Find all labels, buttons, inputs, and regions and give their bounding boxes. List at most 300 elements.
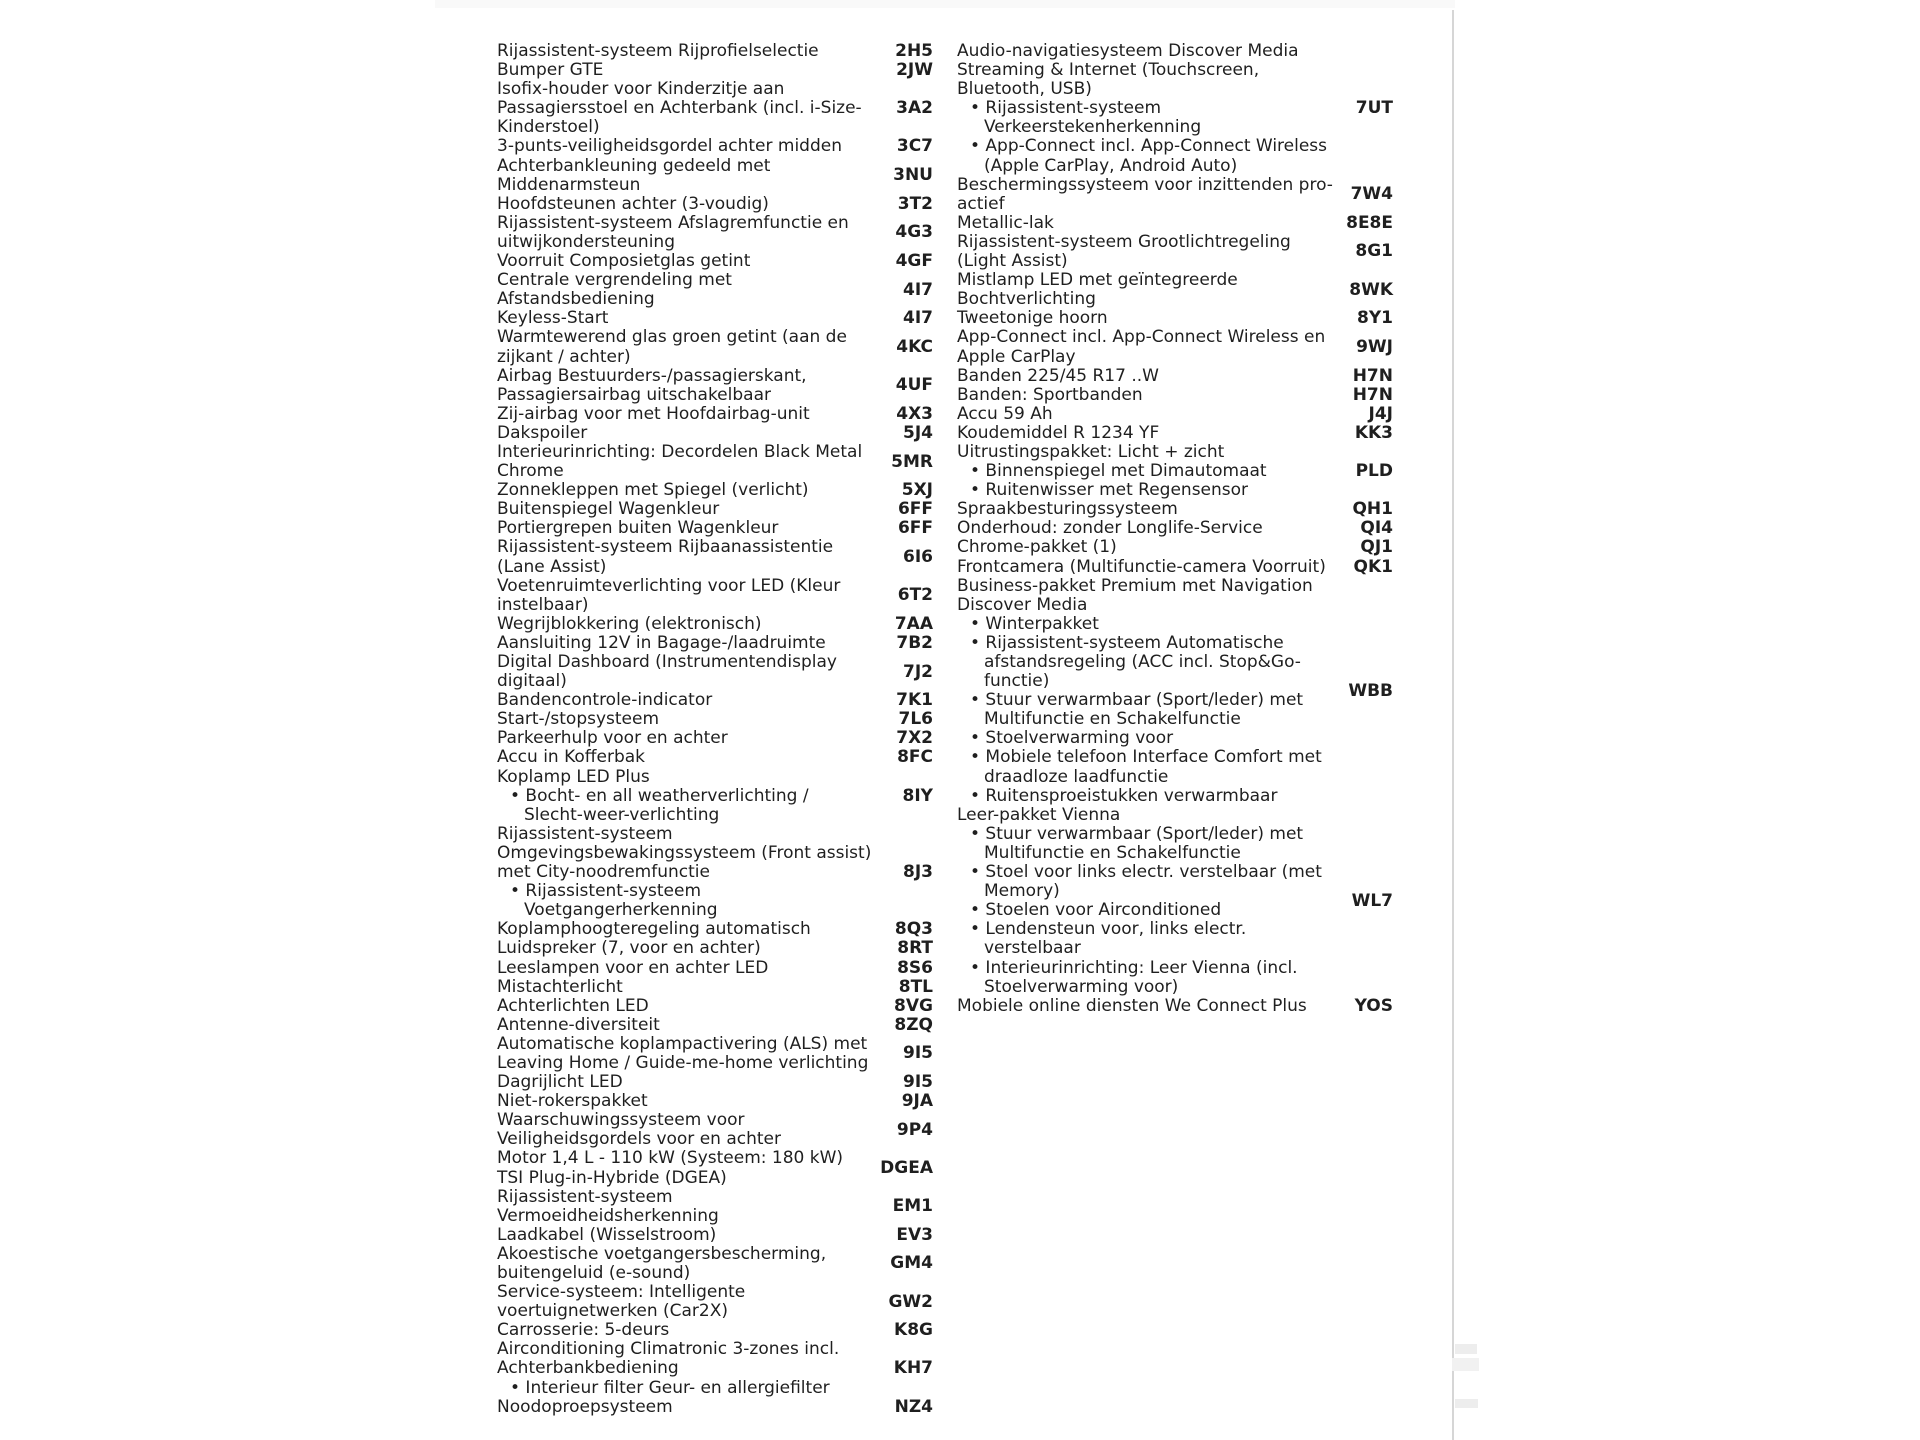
equipment-description — [497, 1188, 869, 1226]
equipment-description — [957, 174, 1333, 214]
equipment-description — [497, 500, 869, 519]
equipment-description-line: Voorruit Composietglas getint — [497, 251, 751, 272]
equipment-code: EV3 — [896, 1224, 933, 1245]
equipment-description-line: Automatische koplampactivering (ALS) met — [497, 1033, 868, 1054]
equipment-description-line: Rijassistent-systeem Grootlichtregeling — [957, 231, 1291, 252]
equipment-entry — [497, 424, 933, 443]
equipment-description-line: Niet-rokerspakket — [497, 1091, 648, 1112]
equipment-description-line: • Ruitensproeistukken verwarmbaar — [970, 785, 1278, 806]
equipment-description-line: Interieurinrichting: Decordelen Black Metal — [497, 441, 863, 462]
equipment-entry — [497, 768, 933, 825]
equipment-entry — [497, 61, 933, 80]
equipment-description-line: Antenne-diversiteit — [497, 1014, 660, 1035]
equipment-entry — [497, 157, 933, 195]
equipment-description-line: Buitenspiegel Wagenkleur — [497, 499, 720, 520]
equipment-description — [497, 61, 869, 80]
equipment-description-line: afstandsregeling (ACC incl. Stop&Go- — [984, 652, 1301, 672]
equipment-description-line: • Stoelverwarming voor — [970, 728, 1174, 749]
equipment-description-line: buitengeluid (e-sound) — [497, 1263, 691, 1283]
equipment-description-line: Kinderstoel) — [497, 117, 600, 138]
equipment-description — [497, 405, 869, 424]
equipment-code: 8Q3 — [894, 919, 933, 940]
equipment-description — [497, 214, 869, 252]
equipment-description-line: (Lane Assist) — [497, 556, 607, 577]
equipment-code: YOS — [1354, 995, 1393, 1016]
equipment-description-line: Wegrijblokkering (elektronisch) — [497, 613, 762, 634]
equipment-description — [497, 1283, 869, 1321]
equipment-entry — [497, 195, 933, 214]
equipment-description — [497, 519, 869, 538]
equipment-code: QJ1 — [1360, 537, 1393, 558]
equipment-description-line: Middenarmsteun — [497, 174, 641, 195]
equipment-description-line: Keyless-Start — [497, 308, 609, 329]
equipment-description-line: Banden 225/45 R17 ..W — [957, 365, 1159, 386]
equipment-description-line: Mobiele online diensten We Connect Plus — [957, 995, 1307, 1016]
equipment-description-line: Tweetonige hoorn — [957, 308, 1108, 329]
equipment-description — [497, 1245, 869, 1283]
equipment-code: 4G3 — [895, 222, 933, 243]
equipment-entry — [497, 959, 933, 978]
equipment-code: 7UT — [1355, 98, 1393, 119]
equipment-description-line: actief — [957, 193, 1005, 214]
equipment-description — [497, 768, 869, 825]
equipment-description — [497, 997, 869, 1016]
equipment-description-line: Verkeerstekenherkenning — [984, 117, 1202, 138]
equipment-code: KH7 — [893, 1358, 933, 1379]
equipment-column-right — [957, 42, 1393, 1016]
equipment-description-line: • App-Connect incl. App-Connect Wireless — [970, 136, 1328, 157]
equipment-code: QH1 — [1352, 499, 1393, 520]
equipment-description — [497, 1035, 869, 1073]
equipment-description-line: Koplamp LED Plus — [497, 766, 650, 787]
equipment-code: 8ZQ — [894, 1014, 933, 1035]
equipment-code: 8E8E — [1346, 212, 1393, 233]
equipment-code: EM1 — [892, 1196, 933, 1217]
equipment-entry — [957, 176, 1393, 214]
equipment-description-line: • Interieur filter Geur- en allergiefilter — [510, 1377, 830, 1398]
equipment-description — [497, 691, 869, 710]
equipment-description — [957, 806, 1329, 997]
equipment-description-line: • Stuur verwarmbaar (Sport/leder) met — [970, 823, 1304, 844]
equipment-description — [957, 538, 1329, 557]
equipment-description-line: Metallic-lak — [957, 212, 1054, 233]
equipment-entry — [497, 1340, 933, 1397]
equipment-description-line: • Stuur verwarmbaar (Sport/leder) met — [970, 690, 1304, 711]
equipment-entry — [497, 538, 933, 576]
equipment-description — [497, 1226, 869, 1245]
equipment-description-line: Bumper GTE — [497, 60, 604, 81]
equipment-entry — [497, 920, 933, 939]
equipment-description-line: Carrosserie: 5-deurs — [497, 1320, 670, 1341]
equipment-code: 6T2 — [897, 585, 933, 606]
equipment-code: 8VG — [894, 995, 933, 1016]
equipment-entry — [957, 367, 1393, 386]
equipment-description-line: Achterlichten LED — [497, 995, 649, 1016]
equipment-code: WBB — [1348, 680, 1393, 701]
equipment-description — [497, 634, 869, 653]
equipment-description — [497, 252, 869, 271]
equipment-description-line: Rijassistent-systeem — [497, 823, 673, 844]
equipment-entry — [957, 214, 1393, 233]
equipment-description-line: zijkant / achter) — [497, 346, 631, 367]
scan-artifact — [1452, 1358, 1479, 1371]
equipment-description-line: Airconditioning Climatronic 3-zones incl. — [497, 1339, 840, 1360]
equipment-description-line: • Winterpakket — [970, 613, 1099, 634]
equipment-code: 5MR — [891, 451, 933, 472]
equipment-description — [957, 328, 1329, 366]
equipment-code: 4GF — [895, 251, 933, 272]
equipment-entry — [497, 1035, 933, 1073]
equipment-description-line: Achterbankbediening — [497, 1358, 679, 1379]
equipment-description-line: Multifunctie en Schakelfunctie — [984, 709, 1241, 730]
equipment-description — [497, 1016, 869, 1035]
equipment-description-line: App-Connect incl. App-Connect Wireless en — [957, 327, 1326, 348]
equipment-entry — [497, 748, 933, 767]
equipment-description-line: digitaal) — [497, 671, 567, 692]
equipment-description — [957, 42, 1329, 176]
equipment-description — [957, 443, 1329, 500]
equipment-entry — [497, 328, 933, 366]
equipment-description-line: draadloze laadfunctie — [984, 766, 1169, 787]
equipment-description-line: Digital Dashboard (Instrumentendisplay — [497, 652, 837, 672]
equipment-description-line: Rijassistent-systeem Rijprofielselectie — [497, 41, 819, 61]
equipment-description — [497, 939, 869, 958]
equipment-description-line: • Binnenspiegel met Dimautomaat — [970, 461, 1267, 482]
equipment-description-line: • Interieurinrichting: Leer Vienna (incl. — [970, 957, 1298, 978]
equipment-entry — [957, 309, 1393, 328]
equipment-entry — [497, 42, 933, 61]
equipment-description-line: voertuignetwerken (Car2X) — [497, 1301, 728, 1322]
equipment-code: QK1 — [1353, 556, 1393, 577]
equipment-entry — [957, 997, 1393, 1016]
equipment-entry — [957, 558, 1393, 577]
equipment-description — [497, 481, 869, 500]
equipment-code: 8RT — [897, 938, 933, 959]
equipment-code: PLD — [1355, 461, 1393, 482]
equipment-code: 9I5 — [903, 1043, 933, 1064]
equipment-entry — [497, 481, 933, 500]
equipment-code: 8G1 — [1355, 241, 1393, 262]
equipment-description-line: • Rijassistent-systeem — [510, 881, 702, 902]
equipment-description — [497, 823, 872, 921]
equipment-entry — [497, 252, 933, 271]
equipment-description — [957, 424, 1329, 443]
equipment-entry — [497, 1398, 933, 1417]
scan-artifact — [1455, 1399, 1478, 1408]
equipment-description — [497, 653, 869, 691]
equipment-description-line: Service-systeem: Intelligente — [497, 1282, 746, 1303]
equipment-entry — [497, 1283, 933, 1321]
equipment-entry — [497, 939, 933, 958]
equipment-entry — [957, 424, 1393, 443]
equipment-code: 9I5 — [903, 1072, 933, 1093]
equipment-description-line: Veiligheidsgordels voor en achter — [497, 1129, 781, 1150]
equipment-description-line: Leaving Home / Guide-me-home verlichting — [497, 1052, 869, 1073]
equipment-code: 8Y1 — [1357, 308, 1393, 329]
equipment-code: 3C7 — [896, 136, 933, 157]
equipment-entry — [497, 405, 933, 424]
equipment-code: 9WJ — [1356, 336, 1393, 357]
equipment-description-line: Stoelverwarming voor) — [984, 976, 1179, 997]
equipment-description-line: • Rijassistent-systeem Automatische — [970, 632, 1284, 653]
equipment-description — [957, 500, 1329, 519]
equipment-entry — [497, 729, 933, 748]
equipment-entry — [497, 1016, 933, 1035]
equipment-code: 8TL — [898, 976, 933, 997]
equipment-description-line: • Stoel voor links electr. verstelbaar (met — [970, 862, 1322, 883]
equipment-entry — [497, 1226, 933, 1245]
equipment-entry — [957, 271, 1393, 309]
equipment-description-line: Start-/stopsysteem — [497, 709, 660, 730]
equipment-entry — [957, 405, 1393, 424]
equipment-description-line: Chrome — [497, 461, 564, 482]
equipment-description — [497, 1340, 869, 1397]
equipment-description-line: • Rijassistent-systeem — [970, 98, 1162, 119]
equipment-entry — [497, 309, 933, 328]
equipment-code: 5XJ — [901, 480, 933, 501]
equipment-description — [497, 978, 869, 997]
equipment-description-line: Uitrustingspakket: Licht + zicht — [957, 441, 1225, 462]
equipment-description — [497, 710, 869, 729]
equipment-description — [497, 195, 869, 214]
equipment-entry — [497, 443, 933, 481]
equipment-description-line: Onderhoud: zonder Longlife-Service — [957, 518, 1263, 539]
equipment-description-line: Leer-pakket Vienna — [957, 804, 1121, 825]
equipment-description-line: Akoestische voetgangersbescherming, — [497, 1243, 827, 1264]
equipment-code: QI4 — [1360, 518, 1393, 539]
scan-artifact — [1455, 1344, 1477, 1354]
equipment-entry — [497, 978, 933, 997]
equipment-description-line: Multifunctie en Schakelfunctie — [984, 842, 1241, 863]
equipment-description-line: Hoofdsteunen achter (3-voudig) — [497, 193, 769, 214]
equipment-description-line: Passagiersstoel en Achterbank (incl. i-Size- — [497, 98, 862, 119]
equipment-code: H7N — [1352, 365, 1393, 386]
equipment-description-line: Spraakbesturingssysteem — [957, 499, 1178, 520]
equipment-entry — [497, 1111, 933, 1149]
equipment-description — [497, 615, 869, 634]
equipment-description-line: Achterbankleuning gedeeld met — [497, 155, 771, 176]
equipment-description-line: Bluetooth, USB) — [957, 79, 1092, 100]
equipment-description-line: (Light Assist) — [957, 251, 1068, 272]
equipment-description-line: Rijassistent-systeem Afslagremfunctie en — [497, 212, 849, 233]
equipment-code: NZ4 — [894, 1396, 933, 1417]
equipment-description-line: Bandencontrole-indicator — [497, 690, 713, 711]
equipment-description — [497, 137, 869, 156]
equipment-entry — [957, 443, 1393, 500]
equipment-description — [497, 577, 869, 615]
equipment-description-line: Waarschuwingssysteem voor — [497, 1110, 745, 1131]
equipment-description-line: Rijassistent-systeem — [497, 1186, 673, 1207]
equipment-description — [497, 367, 869, 405]
equipment-code: KK3 — [1354, 422, 1393, 443]
equipment-description-line: Apple CarPlay — [957, 346, 1076, 367]
equipment-description-line: Afstandsbediening — [497, 289, 655, 310]
equipment-description — [497, 443, 869, 481]
equipment-description — [957, 577, 1329, 806]
equipment-entry — [957, 328, 1393, 366]
equipment-description-line: Koplamphoogteregeling automatisch — [497, 919, 811, 940]
equipment-code: 7J2 — [903, 661, 933, 682]
equipment-description-line: Mistlamp LED met geïntegreerde — [957, 270, 1238, 291]
equipment-entry — [957, 806, 1393, 997]
equipment-entry — [957, 519, 1393, 538]
equipment-description-line: Voetgangerherkenning — [524, 900, 718, 921]
equipment-entry — [497, 1321, 933, 1340]
equipment-code: 4KC — [896, 336, 933, 357]
equipment-description-line: uitwijkondersteuning — [497, 231, 675, 252]
equipment-code: 7W4 — [1350, 184, 1393, 205]
equipment-description-line: TSI Plug-in-Hybride (DGEA) — [497, 1167, 727, 1188]
equipment-description — [957, 309, 1329, 328]
equipment-description — [497, 959, 869, 978]
equipment-code: WL7 — [1351, 890, 1393, 911]
equipment-code: J4J — [1368, 403, 1393, 424]
equipment-entry — [497, 710, 933, 729]
equipment-code: 7L6 — [898, 709, 933, 730]
equipment-code: 2H5 — [895, 41, 933, 61]
equipment-entry — [497, 1149, 933, 1187]
equipment-code: DGEA — [880, 1157, 933, 1178]
equipment-column-left — [497, 42, 933, 1417]
equipment-code: 9P4 — [896, 1119, 933, 1140]
equipment-code: 8WK — [1349, 279, 1393, 300]
equipment-entry — [497, 691, 933, 710]
equipment-code: 4I7 — [903, 279, 933, 300]
equipment-description-line: Frontcamera (Multifunctie-camera Voorruit) — [957, 556, 1326, 577]
equipment-entry — [497, 500, 933, 519]
equipment-entry — [497, 1073, 933, 1092]
equipment-description — [957, 271, 1329, 309]
equipment-description — [497, 157, 869, 195]
equipment-code: 7K1 — [896, 690, 933, 711]
equipment-code: 6I6 — [903, 546, 933, 567]
equipment-description-line: Voetenruimteverlichting voor LED (Kleur — [497, 575, 841, 596]
equipment-description-line: Aansluiting 12V in Bagage-/laadruimte — [497, 632, 826, 653]
equipment-description-line: instelbaar) — [497, 594, 589, 615]
equipment-description-line: Zonnekleppen met Spiegel (verlicht) — [497, 480, 809, 501]
equipment-description-line: Noodoproepsysteem — [497, 1396, 673, 1417]
equipment-description — [497, 538, 869, 576]
equipment-description — [957, 367, 1329, 386]
equipment-code: 7X2 — [896, 728, 933, 749]
equipment-code: 4X3 — [896, 403, 933, 424]
equipment-description-line: Audio-navigatiesysteem Discover Media — [957, 41, 1299, 61]
equipment-description — [497, 748, 869, 767]
equipment-description-line: Rijassistent-systeem Rijbaanassistentie — [497, 537, 834, 558]
equipment-code: GW2 — [888, 1291, 933, 1312]
equipment-description-line: Accu 59 Ah — [957, 403, 1053, 424]
equipment-code: 8J3 — [903, 862, 933, 883]
equipment-description-line: Isofix-houder voor Kinderzitje aan — [497, 79, 785, 100]
equipment-entry — [497, 1092, 933, 1111]
equipment-description — [497, 1092, 869, 1111]
equipment-code: 2JW — [896, 60, 933, 81]
equipment-entry — [497, 214, 933, 252]
equipment-entry — [497, 634, 933, 653]
equipment-description — [497, 1321, 869, 1340]
equipment-entry — [957, 42, 1393, 176]
equipment-description-line: • Lendensteun voor, links electr. — [970, 919, 1247, 940]
equipment-description-line: met City-noodremfunctie — [497, 862, 710, 883]
equipment-entry — [497, 653, 933, 691]
equipment-description — [497, 328, 869, 366]
equipment-code: K8G — [894, 1320, 933, 1341]
equipment-description-line: Warmtewerend glas groen getint (aan de — [497, 327, 847, 348]
equipment-description-line: functie) — [984, 671, 1050, 692]
equipment-entry — [957, 233, 1393, 271]
equipment-description-line: Centrale vergrendeling met — [497, 270, 732, 291]
equipment-code: 5J4 — [903, 422, 933, 443]
equipment-code: 8S6 — [897, 957, 933, 978]
equipment-description — [497, 271, 869, 309]
equipment-description-line: Vermoeidheidsherkenning — [497, 1205, 719, 1226]
equipment-entry — [957, 386, 1393, 405]
equipment-entry — [497, 271, 933, 309]
equipment-entry — [497, 577, 933, 615]
equipment-code: 6FF — [897, 499, 933, 520]
scan-artifact — [435, 0, 1455, 8]
equipment-description-line: Parkeerhulp voor en achter — [497, 728, 728, 749]
equipment-description-line: Laadkabel (Wisselstroom) — [497, 1224, 717, 1245]
equipment-description — [497, 80, 869, 137]
equipment-description-line: Streaming & Internet (Touchscreen, — [957, 60, 1260, 81]
equipment-description — [497, 920, 869, 939]
equipment-code: H7N — [1352, 384, 1393, 405]
equipment-description-line: Beschermingssysteem voor inzittenden pro- — [957, 174, 1333, 195]
equipment-entry — [497, 615, 933, 634]
equipment-code: 8IY — [902, 785, 933, 806]
equipment-description-line: Passagiersairbag uitschakelbaar — [497, 384, 771, 405]
equipment-description — [957, 558, 1329, 577]
equipment-description-line: (Apple CarPlay, Android Auto) — [984, 155, 1238, 176]
equipment-entry — [497, 80, 933, 137]
equipment-entry — [497, 519, 933, 538]
equipment-description — [957, 233, 1329, 271]
equipment-description — [497, 1398, 869, 1417]
equipment-code: 7AA — [894, 613, 933, 634]
equipment-code: 4I7 — [903, 308, 933, 329]
equipment-description-line: Bochtverlichting — [957, 289, 1096, 310]
equipment-description-line: Dagrijlicht LED — [497, 1072, 623, 1093]
equipment-description-line: • Bocht- en all weatherverlichting / — [510, 785, 809, 806]
equipment-description — [497, 729, 869, 748]
equipment-description — [957, 405, 1329, 424]
equipment-code: 6FF — [897, 518, 933, 539]
equipment-entry — [497, 137, 933, 156]
equipment-entry — [957, 577, 1393, 806]
equipment-description — [497, 1111, 869, 1149]
equipment-description-line: • Mobiele telefoon Interface Comfort met — [970, 747, 1322, 768]
equipment-description — [957, 997, 1329, 1016]
equipment-entry — [497, 367, 933, 405]
equipment-entry — [497, 1188, 933, 1226]
equipment-entry — [497, 1245, 933, 1283]
equipment-code: 3NU — [893, 165, 933, 186]
equipment-description-line: Memory) — [984, 881, 1060, 902]
equipment-description-line: Dakspoiler — [497, 422, 588, 443]
equipment-description-line: Business-pakket Premium met Navigation — [957, 575, 1313, 596]
equipment-code: 4UF — [895, 375, 933, 396]
equipment-description — [957, 214, 1329, 233]
equipment-description-line: Zij-airbag voor met Hoofdairbag-unit — [497, 403, 810, 424]
equipment-description — [497, 424, 869, 443]
equipment-description-line: Motor 1,4 L - 110 kW (Systeem: 180 kW) — [497, 1148, 844, 1169]
equipment-code: 8FC — [897, 747, 933, 768]
equipment-description — [957, 519, 1329, 538]
equipment-description — [497, 1073, 869, 1092]
equipment-entry — [957, 500, 1393, 519]
equipment-description-line: 3-punts-veiligheidsgordel achter midden — [497, 136, 842, 157]
